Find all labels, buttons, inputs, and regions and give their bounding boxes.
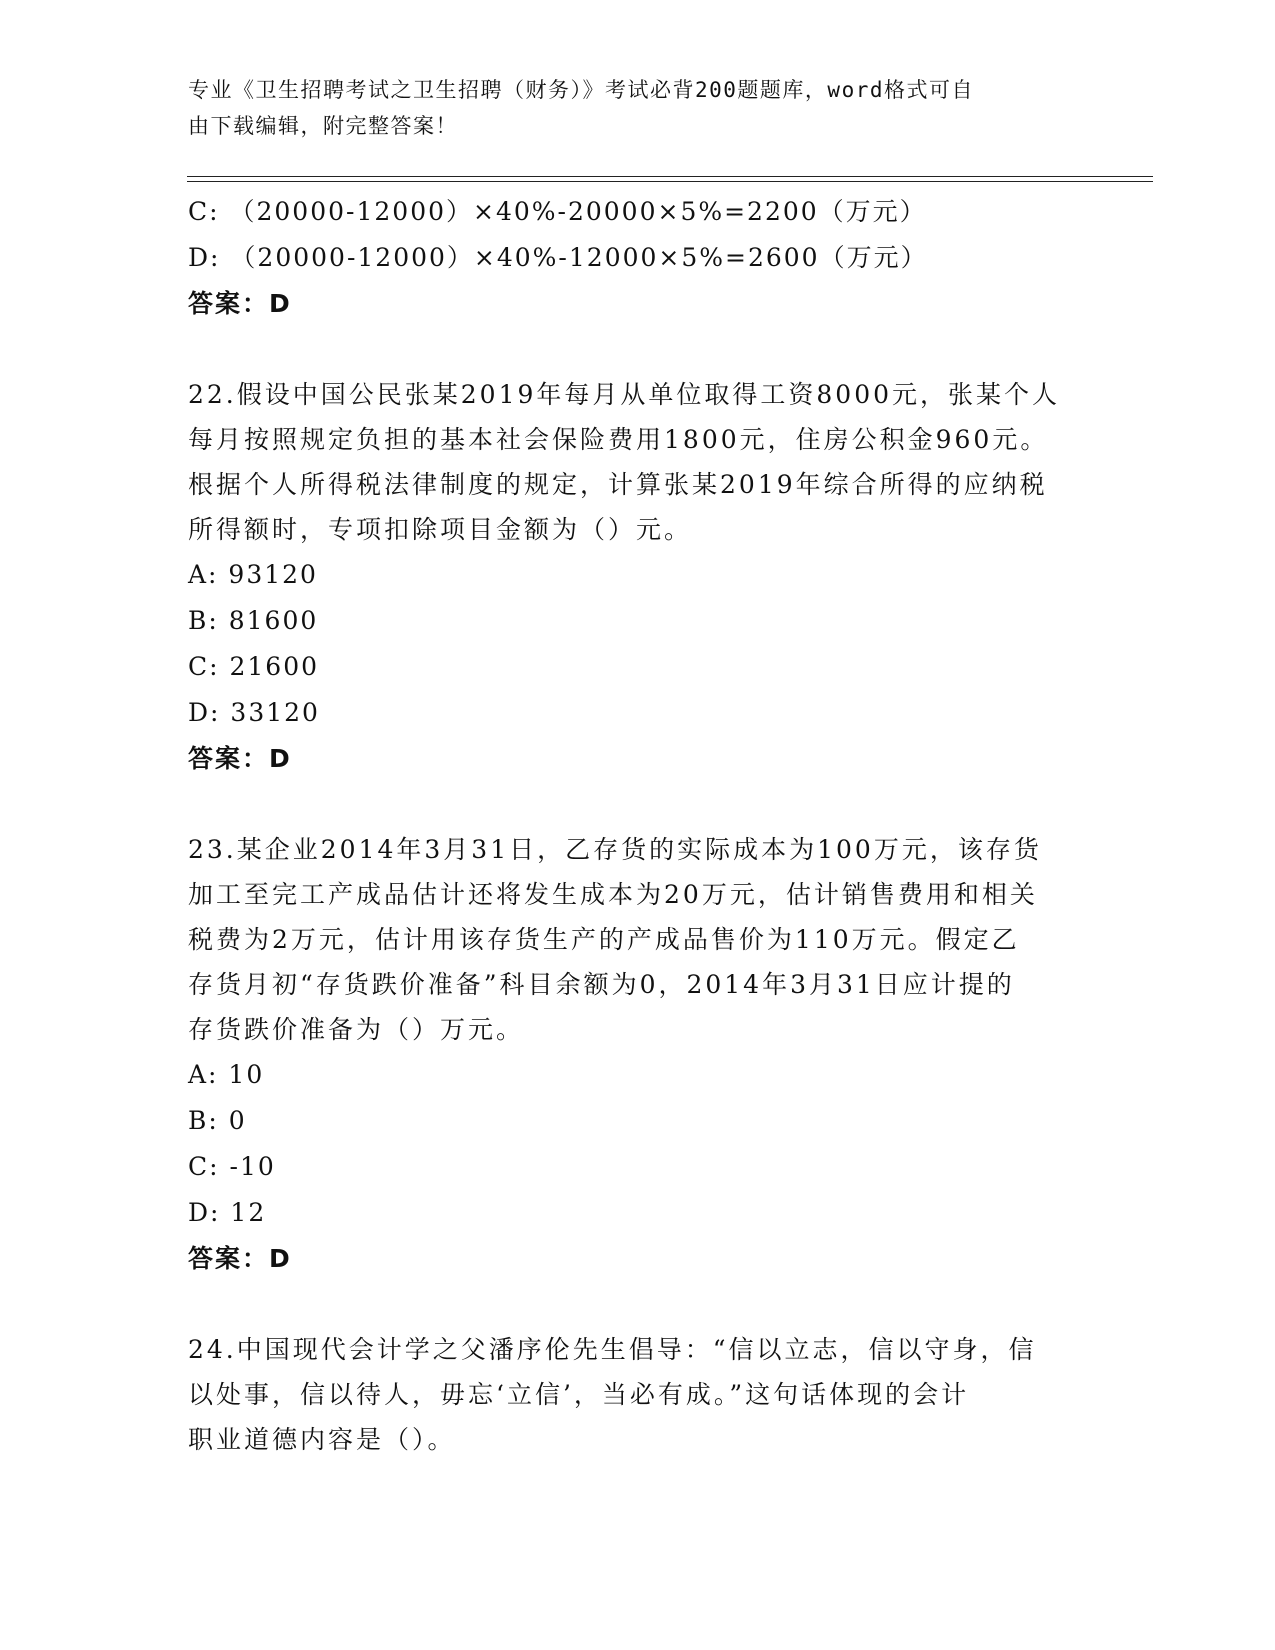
question-text-line: 以处事，信以待人，毋忘‘立信’，当必有成。”这句话体现的会计: [188, 1380, 970, 1409]
question-text-line: 每月按照规定负担的基本社会保险费用1800元，住房公积金960元。: [188, 425, 1049, 454]
option-c: C: 21600: [188, 652, 320, 681]
document-header: [188, 72, 1068, 144]
option-c: C: -10: [188, 1152, 276, 1181]
option-b: B: 0: [188, 1106, 247, 1135]
header-line-2: 由下载编辑，附完整答案！: [188, 114, 458, 138]
header-rule-bottom: [187, 181, 1153, 182]
question-24: [188, 1327, 1068, 1462]
question-text-line: 24.中国现代会计学之父潘序伦先生倡导：“信以立志，信以守身，信: [188, 1335, 1037, 1364]
option-a: A: 93120: [188, 560, 318, 589]
question-text-line: 存货跌价准备为（）万元。: [188, 1015, 525, 1044]
question-text-line: 22.假设中国公民张某2019年每月从单位取得工资8000元，张某个人: [188, 380, 1061, 409]
question-21-tail: [188, 189, 1068, 327]
question-text-line: 23.某企业2014年3月31日，乙存货的实际成本为100万元，该存货: [188, 835, 1042, 864]
option-d: D: 12: [188, 1198, 267, 1227]
question-text-line: 根据个人所得税法律制度的规定，计算张某2019年综合所得的应纳税: [188, 470, 1048, 499]
question-23: [188, 827, 1068, 1282]
option-d: D: 33120: [188, 698, 320, 727]
question-text-line: 税费为2万元，估计用该存货生产的产成品售价为110万元。假定乙: [188, 925, 1020, 954]
question-22: [188, 372, 1068, 782]
question-text-line: 职业道德内容是（）。: [188, 1425, 456, 1454]
answer: 答案：D: [188, 1244, 292, 1273]
answer: 答案：D: [188, 289, 292, 318]
option-a: A: 10: [188, 1060, 265, 1089]
document-body: [188, 189, 1068, 1462]
question-text-line: 存货月初“存货跌价准备”科目余额为0，2014年3月31日应计提的: [188, 970, 1015, 999]
answer: 答案：D: [188, 744, 292, 773]
header-line-1: 专业《卫生招聘考试之卫生招聘（财务）》考试必背200题题库，word格式可自: [188, 78, 974, 102]
question-text-line: 所得额时，专项扣除项目金额为（）元。: [188, 515, 693, 544]
question-text-line: 加工至完工产成品估计还将发生成本为20万元，估计销售费用和相关: [188, 880, 1038, 909]
option-b: B: 81600: [188, 606, 319, 635]
header-rule-top: [187, 176, 1153, 177]
option-c: C: （20000-12000）×40%-20000×5%=2200（万元）: [188, 197, 927, 226]
option-d: D: （20000-12000）×40%-12000×5%=2600（万元）: [188, 243, 928, 272]
